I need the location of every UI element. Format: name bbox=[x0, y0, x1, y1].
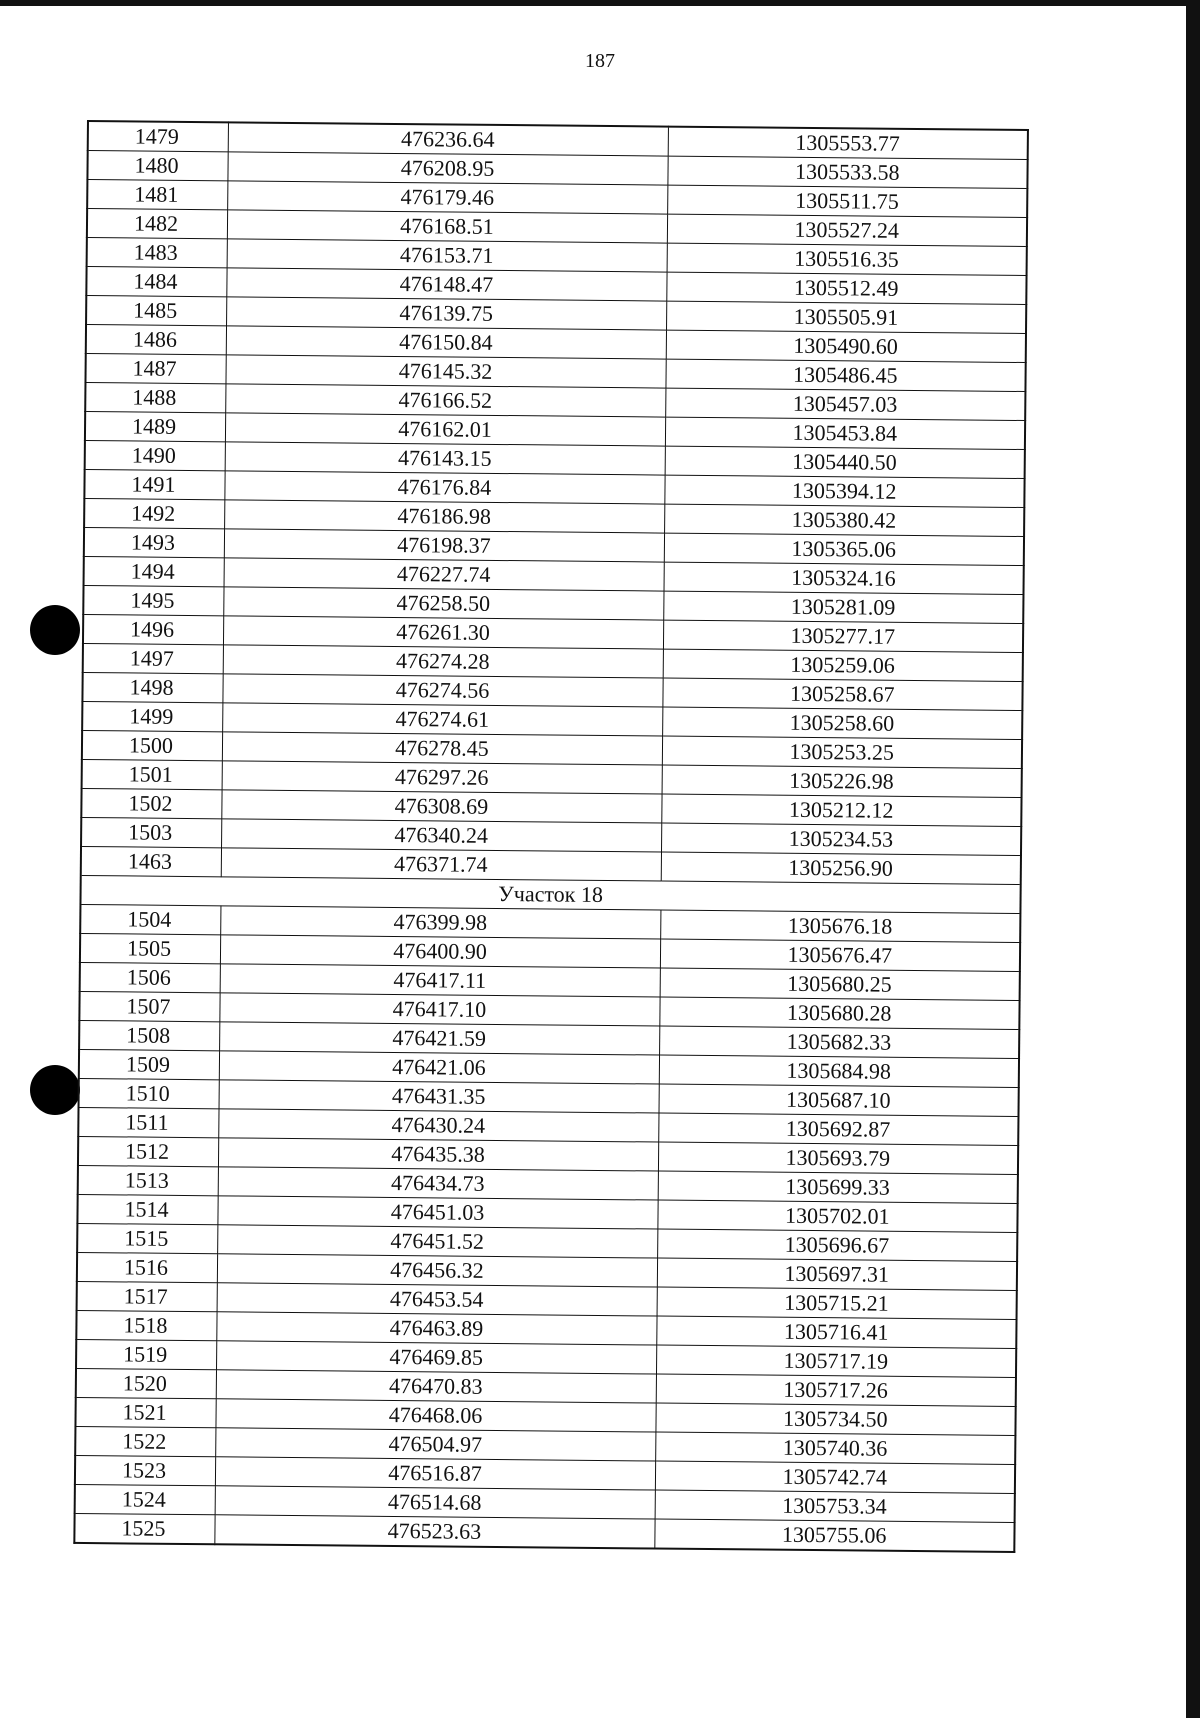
coordinates-table bbox=[73, 120, 1029, 1553]
point-number: 1493 bbox=[84, 527, 224, 557]
y-coordinate: 1305281.09 bbox=[663, 591, 1023, 623]
y-coordinate: 1305259.06 bbox=[663, 649, 1023, 681]
point-number: 1505 bbox=[80, 933, 220, 963]
point-number: 1479 bbox=[88, 121, 228, 152]
x-coordinate: 476258.50 bbox=[223, 587, 663, 620]
x-coordinate: 476469.85 bbox=[216, 1341, 656, 1374]
y-coordinate: 1305490.60 bbox=[666, 330, 1026, 362]
y-coordinate: 1305717.19 bbox=[656, 1345, 1016, 1377]
point-number: 1496 bbox=[83, 614, 223, 644]
x-coordinate: 476417.10 bbox=[219, 993, 659, 1026]
point-number: 1491 bbox=[84, 469, 224, 499]
x-coordinate: 476150.84 bbox=[226, 326, 666, 359]
y-coordinate: 1305512.49 bbox=[666, 272, 1026, 304]
point-number: 1487 bbox=[85, 353, 225, 383]
x-coordinate: 476435.38 bbox=[218, 1138, 658, 1171]
y-coordinate: 1305692.87 bbox=[658, 1113, 1018, 1145]
point-number: 1481 bbox=[87, 180, 227, 210]
y-coordinate: 1305676.47 bbox=[660, 939, 1020, 971]
point-number: 1512 bbox=[78, 1136, 218, 1166]
point-number: 1484 bbox=[86, 267, 226, 297]
y-coordinate: 1305755.06 bbox=[654, 1519, 1014, 1552]
x-coordinate: 476186.98 bbox=[224, 500, 664, 533]
y-coordinate: 1305696.67 bbox=[657, 1229, 1017, 1261]
point-number: 1490 bbox=[85, 440, 225, 470]
y-coordinate: 1305734.50 bbox=[655, 1403, 1015, 1435]
punch-hole bbox=[30, 605, 80, 655]
point-number: 1492 bbox=[84, 498, 224, 528]
y-coordinate: 1305697.31 bbox=[657, 1258, 1017, 1290]
point-number: 1482 bbox=[87, 209, 227, 239]
x-coordinate: 476451.03 bbox=[217, 1196, 657, 1229]
y-coordinate: 1305277.17 bbox=[663, 620, 1023, 652]
point-number: 1517 bbox=[77, 1281, 217, 1311]
point-number: 1485 bbox=[86, 296, 226, 326]
x-coordinate: 476308.69 bbox=[221, 790, 661, 823]
x-coordinate: 476208.95 bbox=[227, 152, 667, 185]
x-coordinate: 476176.84 bbox=[224, 471, 664, 504]
point-number: 1463 bbox=[81, 846, 221, 876]
x-coordinate: 476227.74 bbox=[224, 558, 664, 591]
x-coordinate: 476456.32 bbox=[217, 1254, 657, 1287]
point-number: 1488 bbox=[85, 382, 225, 412]
x-coordinate: 476274.61 bbox=[222, 703, 662, 736]
point-number: 1489 bbox=[85, 411, 225, 441]
point-number: 1498 bbox=[82, 672, 222, 702]
x-coordinate: 476236.64 bbox=[228, 122, 668, 156]
x-coordinate: 476143.15 bbox=[225, 442, 665, 475]
x-coordinate: 476451.52 bbox=[217, 1225, 657, 1258]
y-coordinate: 1305324.16 bbox=[664, 562, 1024, 594]
x-coordinate: 476470.83 bbox=[216, 1370, 656, 1403]
y-coordinate: 1305715.21 bbox=[657, 1287, 1017, 1319]
x-coordinate: 476166.52 bbox=[225, 384, 665, 417]
y-coordinate: 1305516.35 bbox=[667, 243, 1027, 275]
y-coordinate: 1305682.33 bbox=[659, 1026, 1019, 1058]
x-coordinate: 476516.87 bbox=[215, 1457, 655, 1490]
section-title: Участок 18 bbox=[80, 875, 1020, 913]
scan-edge-right bbox=[1186, 0, 1200, 1718]
point-number: 1503 bbox=[81, 817, 221, 847]
y-coordinate: 1305212.12 bbox=[661, 794, 1021, 826]
y-coordinate: 1305258.67 bbox=[662, 678, 1022, 710]
y-coordinate: 1305505.91 bbox=[666, 301, 1026, 333]
y-coordinate: 1305453.84 bbox=[665, 417, 1025, 449]
point-number: 1483 bbox=[87, 238, 227, 268]
point-number: 1495 bbox=[83, 585, 223, 615]
point-number: 1522 bbox=[75, 1426, 215, 1456]
x-coordinate: 476168.51 bbox=[227, 210, 667, 243]
y-coordinate: 1305680.25 bbox=[660, 968, 1020, 1000]
x-coordinate: 476504.97 bbox=[215, 1428, 655, 1461]
point-number: 1497 bbox=[83, 643, 223, 673]
x-coordinate: 476297.26 bbox=[222, 761, 662, 794]
y-coordinate: 1305676.18 bbox=[660, 910, 1020, 942]
x-coordinate: 476278.45 bbox=[222, 732, 662, 765]
x-coordinate: 476421.06 bbox=[219, 1051, 659, 1084]
x-coordinate: 476179.46 bbox=[227, 181, 667, 214]
scan-edge-top bbox=[0, 0, 1200, 6]
point-number: 1499 bbox=[82, 701, 222, 731]
point-number: 1480 bbox=[87, 151, 227, 181]
page-number: 187 bbox=[585, 50, 615, 72]
point-number: 1511 bbox=[78, 1107, 218, 1137]
point-number: 1514 bbox=[77, 1194, 217, 1224]
point-number: 1518 bbox=[76, 1310, 216, 1340]
point-number: 1494 bbox=[84, 556, 224, 586]
y-coordinate: 1305753.34 bbox=[655, 1490, 1015, 1522]
point-number: 1525 bbox=[74, 1513, 214, 1544]
y-coordinate: 1305486.45 bbox=[665, 359, 1025, 391]
x-coordinate: 476523.63 bbox=[214, 1515, 654, 1549]
x-coordinate: 476514.68 bbox=[215, 1486, 655, 1519]
coordinates-sheet bbox=[73, 120, 1027, 1553]
y-coordinate: 1305702.01 bbox=[657, 1200, 1017, 1232]
x-coordinate: 476340.24 bbox=[221, 819, 661, 852]
point-number: 1513 bbox=[78, 1165, 218, 1195]
point-number: 1509 bbox=[79, 1049, 219, 1079]
x-coordinate: 476468.06 bbox=[215, 1399, 655, 1432]
x-coordinate: 476371.74 bbox=[221, 848, 661, 881]
x-coordinate: 476198.37 bbox=[224, 529, 664, 562]
y-coordinate: 1305440.50 bbox=[665, 446, 1025, 478]
point-number: 1507 bbox=[79, 991, 219, 1021]
y-coordinate: 1305365.06 bbox=[664, 533, 1024, 565]
x-coordinate: 476148.47 bbox=[226, 268, 666, 301]
y-coordinate: 1305716.41 bbox=[656, 1316, 1016, 1348]
point-number: 1516 bbox=[77, 1252, 217, 1282]
x-coordinate: 476400.90 bbox=[220, 935, 660, 968]
x-coordinate: 476453.54 bbox=[217, 1283, 657, 1316]
y-coordinate: 1305457.03 bbox=[665, 388, 1025, 420]
point-number: 1524 bbox=[75, 1484, 215, 1514]
y-coordinate: 1305256.90 bbox=[661, 852, 1021, 884]
x-coordinate: 476261.30 bbox=[223, 616, 663, 649]
y-coordinate: 1305553.77 bbox=[668, 127, 1028, 160]
x-coordinate: 476274.28 bbox=[223, 645, 663, 678]
y-coordinate: 1305687.10 bbox=[658, 1084, 1018, 1116]
y-coordinate: 1305511.75 bbox=[667, 185, 1027, 217]
point-number: 1506 bbox=[80, 962, 220, 992]
point-number: 1521 bbox=[75, 1397, 215, 1427]
x-coordinate: 476145.32 bbox=[225, 355, 665, 388]
point-number: 1501 bbox=[82, 759, 222, 789]
y-coordinate: 1305680.28 bbox=[659, 997, 1019, 1029]
x-coordinate: 476417.11 bbox=[220, 964, 660, 997]
point-number: 1520 bbox=[76, 1368, 216, 1398]
point-number: 1500 bbox=[82, 730, 222, 760]
y-coordinate: 1305533.58 bbox=[667, 156, 1027, 188]
table-body-part-a bbox=[81, 121, 1028, 884]
y-coordinate: 1305394.12 bbox=[664, 475, 1024, 507]
y-coordinate: 1305234.53 bbox=[661, 823, 1021, 855]
point-number: 1486 bbox=[86, 325, 226, 355]
y-coordinate: 1305699.33 bbox=[658, 1171, 1018, 1203]
point-number: 1515 bbox=[77, 1223, 217, 1253]
y-coordinate: 1305380.42 bbox=[664, 504, 1024, 536]
x-coordinate: 476430.24 bbox=[218, 1109, 658, 1142]
point-number: 1502 bbox=[81, 788, 221, 818]
point-number: 1523 bbox=[75, 1455, 215, 1485]
y-coordinate: 1305693.79 bbox=[658, 1142, 1018, 1174]
point-number: 1504 bbox=[80, 904, 220, 934]
x-coordinate: 476434.73 bbox=[218, 1167, 658, 1200]
y-coordinate: 1305717.26 bbox=[656, 1374, 1016, 1406]
y-coordinate: 1305258.60 bbox=[662, 707, 1022, 739]
x-coordinate: 476139.75 bbox=[226, 297, 666, 330]
y-coordinate: 1305253.25 bbox=[662, 736, 1022, 768]
point-number: 1508 bbox=[79, 1020, 219, 1050]
x-coordinate: 476463.89 bbox=[216, 1312, 656, 1345]
point-number: 1510 bbox=[79, 1078, 219, 1108]
x-coordinate: 476431.35 bbox=[219, 1080, 659, 1113]
y-coordinate: 1305226.98 bbox=[662, 765, 1022, 797]
y-coordinate: 1305742.74 bbox=[655, 1461, 1015, 1493]
x-coordinate: 476162.01 bbox=[225, 413, 665, 446]
x-coordinate: 476274.56 bbox=[222, 674, 662, 707]
x-coordinate: 476421.59 bbox=[219, 1022, 659, 1055]
x-coordinate: 476153.71 bbox=[227, 239, 667, 272]
y-coordinate: 1305740.36 bbox=[655, 1432, 1015, 1464]
x-coordinate: 476399.98 bbox=[220, 906, 660, 939]
point-number: 1519 bbox=[76, 1339, 216, 1369]
y-coordinate: 1305684.98 bbox=[659, 1055, 1019, 1087]
punch-hole bbox=[30, 1065, 80, 1115]
table-body-part-b bbox=[74, 904, 1020, 1551]
y-coordinate: 1305527.24 bbox=[667, 214, 1027, 246]
